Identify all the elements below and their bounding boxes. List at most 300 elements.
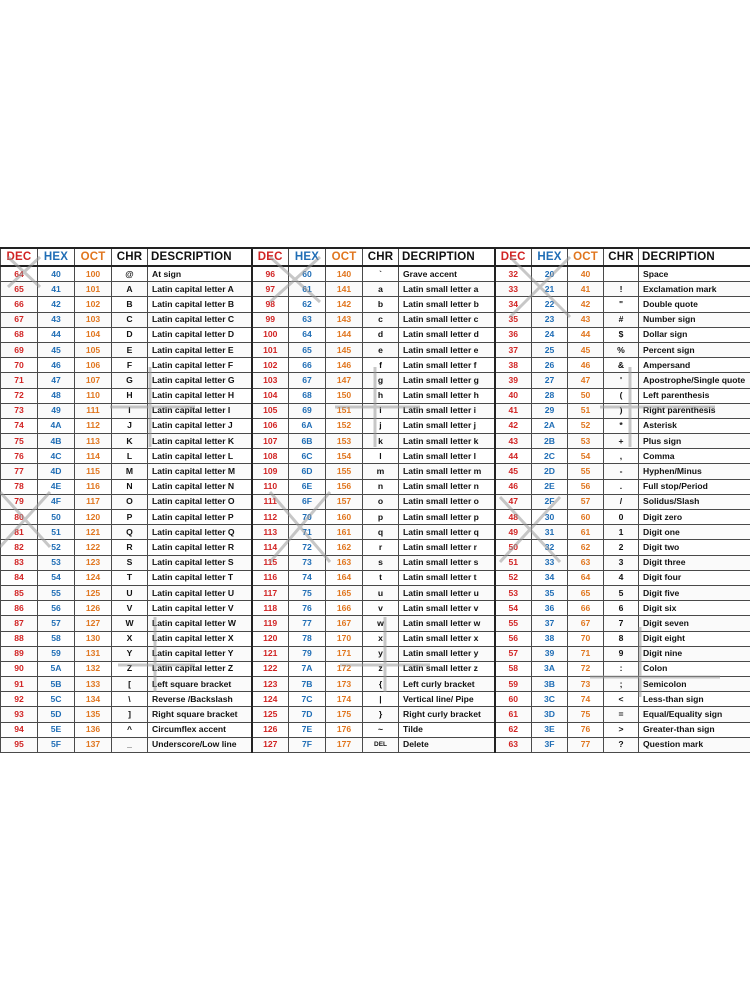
cell-dec: 56 [495,631,532,646]
cell-desc: Digit eight [639,631,750,646]
cell-oct: 111 [75,403,112,418]
cell-chr: - [604,464,639,479]
cell-hex: 4C [38,449,75,464]
cell-chr: # [604,312,639,327]
cell-hex: 50 [38,510,75,525]
header-hex: HEX [38,248,75,266]
cell-dec: 96 [252,266,289,282]
cell-chr: B [112,297,148,312]
cell-desc: Plus sign [639,434,750,449]
cell-dec: 106 [252,418,289,433]
cell-dec: 64 [1,266,38,282]
cell-desc: Reverse /Backslash [148,692,252,707]
ascii-table-body [1,266,750,753]
cell-hex: 30 [532,510,568,525]
cell-desc: Latin small letter x [399,631,495,646]
cell-dec: 37 [495,342,532,357]
cell-desc: Space [639,266,750,282]
cell-hex: 66 [289,358,326,373]
cell-desc: Solidus/Slash [639,494,750,509]
header-chr: CHR [112,248,148,266]
cell-oct: 101 [75,282,112,297]
header-chr: CHR [363,248,399,266]
table-row [1,601,750,616]
cell-chr: { [363,677,399,692]
table-row [1,722,750,737]
cell-hex: 43 [38,312,75,327]
cell-dec: 119 [252,616,289,631]
cell-desc: Vertical line/ Pipe [399,692,495,707]
cell-hex: 62 [289,297,326,312]
cell-oct: 100 [75,266,112,282]
cell-hex: 67 [289,373,326,388]
cell-dec: 126 [252,722,289,737]
cell-desc: Latin small letter n [399,479,495,494]
header-oct: OCT [326,248,363,266]
table-row [1,327,750,342]
cell-dec: 110 [252,479,289,494]
cell-oct: 175 [326,707,363,722]
cell-hex: 68 [289,388,326,403]
cell-hex: 37 [532,616,568,631]
cell-hex: 5F [38,737,75,752]
cell-chr: ^ [112,722,148,737]
cell-chr: e [363,342,399,357]
cell-dec: 72 [1,388,38,403]
cell-oct: 56 [568,479,604,494]
cell-dec: 69 [1,342,38,357]
cell-dec: 53 [495,585,532,600]
cell-desc: Percent sign [639,342,750,357]
cell-chr: p [363,510,399,525]
cell-chr: 3 [604,555,639,570]
cell-oct: 40 [568,266,604,282]
cell-desc: Left parenthesis [639,388,750,403]
header-description: DECRIPTION [639,248,750,266]
cell-chr: r [363,540,399,555]
cell-desc: Right parenthesis [639,403,750,418]
table-row [1,631,750,646]
table-row [1,342,750,357]
cell-hex: 38 [532,631,568,646]
cell-dec: 36 [495,327,532,342]
cell-chr: y [363,646,399,661]
cell-dec: 51 [495,555,532,570]
cell-oct: 75 [568,707,604,722]
cell-dec: 41 [495,403,532,418]
cell-dec: 48 [495,510,532,525]
cell-dec: 43 [495,434,532,449]
cell-chr: : [604,661,639,676]
cell-oct: 137 [75,737,112,752]
cell-chr: A [112,282,148,297]
cell-hex: 2D [532,464,568,479]
cell-oct: 54 [568,449,604,464]
cell-hex: 23 [532,312,568,327]
cell-chr: t [363,570,399,585]
cell-desc: Exclamation mark [639,282,750,297]
cell-oct: 70 [568,631,604,646]
cell-chr: + [604,434,639,449]
cell-oct: 161 [326,525,363,540]
cell-hex: 4D [38,464,75,479]
cell-chr: Q [112,525,148,540]
cell-oct: 115 [75,464,112,479]
cell-chr: P [112,510,148,525]
cell-desc: Digit four [639,570,750,585]
cell-chr: , [604,449,639,464]
table-row [1,616,750,631]
cell-hex: 45 [38,342,75,357]
cell-desc: Latin capital letter X [148,631,252,646]
header-dec: DEC [495,248,532,266]
cell-desc: Latin capital letter O [148,494,252,509]
table-row [1,449,750,464]
cell-oct: 116 [75,479,112,494]
cell-oct: 143 [326,312,363,327]
cell-oct: 156 [326,479,363,494]
cell-chr: I [112,403,148,418]
cell-dec: 39 [495,373,532,388]
cell-hex: 63 [289,312,326,327]
cell-dec: 93 [1,707,38,722]
table-row [1,707,750,722]
cell-oct: 135 [75,707,112,722]
cell-desc: Latin small letter l [399,449,495,464]
cell-chr: 1 [604,525,639,540]
cell-hex: 5E [38,722,75,737]
ascii-table [0,247,750,753]
cell-hex: 5B [38,677,75,692]
cell-hex: 3B [532,677,568,692]
cell-desc: Latin small letter b [399,297,495,312]
cell-dec: 54 [495,601,532,616]
cell-hex: 4F [38,494,75,509]
cell-chr: S [112,555,148,570]
cell-desc: Latin small letter f [399,358,495,373]
cell-desc: Latin small letter w [399,616,495,631]
cell-dec: 91 [1,677,38,692]
cell-dec: 71 [1,373,38,388]
cell-dec: 82 [1,540,38,555]
cell-hex: 58 [38,631,75,646]
cell-dec: 125 [252,707,289,722]
cell-hex: 6E [289,479,326,494]
cell-desc: Latin capital letter H [148,388,252,403]
cell-chr: 8 [604,631,639,646]
cell-desc: Digit three [639,555,750,570]
cell-chr: a [363,282,399,297]
cell-oct: 104 [75,327,112,342]
cell-hex: 2E [532,479,568,494]
cell-chr: T [112,570,148,585]
cell-oct: 65 [568,585,604,600]
cell-hex: 49 [38,403,75,418]
cell-hex: 6A [289,418,326,433]
cell-hex: 41 [38,282,75,297]
table-row [1,403,750,418]
cell-oct: 170 [326,631,363,646]
cell-hex: 79 [289,646,326,661]
table-row [1,464,750,479]
header-description: DECRIPTION [399,248,495,266]
cell-chr: % [604,342,639,357]
cell-hex: 5D [38,707,75,722]
cell-dec: 94 [1,722,38,737]
table-row [1,297,750,312]
cell-chr: ) [604,403,639,418]
cell-desc: Latin small letter z [399,661,495,676]
cell-dec: 122 [252,661,289,676]
cell-dec: 90 [1,661,38,676]
cell-desc: Right square bracket [148,707,252,722]
cell-chr: ` [363,266,399,282]
cell-oct: 167 [326,616,363,631]
cell-chr: * [604,418,639,433]
cell-chr: i [363,403,399,418]
table-row [1,525,750,540]
cell-desc: Double quote [639,297,750,312]
header-dec: DEC [1,248,38,266]
cell-hex: 64 [289,327,326,342]
cell-hex: 5A [38,661,75,676]
cell-dec: 80 [1,510,38,525]
cell-chr: w [363,616,399,631]
cell-chr: M [112,464,148,479]
table-row [1,312,750,327]
cell-dec: 85 [1,585,38,600]
cell-dec: 50 [495,540,532,555]
cell-hex: 31 [532,525,568,540]
cell-oct: 52 [568,418,604,433]
cell-hex: 7C [289,692,326,707]
cell-oct: 157 [326,494,363,509]
cell-desc: Digit seven [639,616,750,631]
cell-dec: 108 [252,449,289,464]
cell-desc: Latin capital letter F [148,358,252,373]
cell-dec: 57 [495,646,532,661]
cell-desc: Semicolon [639,677,750,692]
cell-dec: 86 [1,601,38,616]
cell-chr: l [363,449,399,464]
cell-desc: Latin capital letter S [148,555,252,570]
cell-dec: 35 [495,312,532,327]
cell-oct: 134 [75,692,112,707]
cell-chr: J [112,418,148,433]
cell-desc: Digit zero [639,510,750,525]
cell-oct: 131 [75,646,112,661]
cell-oct: 154 [326,449,363,464]
cell-oct: 53 [568,434,604,449]
cell-chr: K [112,434,148,449]
cell-chr: 2 [604,540,639,555]
cell-chr: | [363,692,399,707]
cell-hex: 7B [289,677,326,692]
cell-hex: 54 [38,570,75,585]
cell-desc: Latin capital letter K [148,434,252,449]
cell-oct: 42 [568,297,604,312]
cell-chr: _ [112,737,148,752]
cell-oct: 136 [75,722,112,737]
cell-desc: Latin capital letter I [148,403,252,418]
cell-desc: Latin capital letter Q [148,525,252,540]
header-hex: HEX [532,248,568,266]
cell-dec: 127 [252,737,289,752]
cell-hex: 53 [38,555,75,570]
cell-desc: Latin capital letter B [148,297,252,312]
cell-dec: 42 [495,418,532,433]
cell-dec: 33 [495,282,532,297]
cell-desc: Latin capital letter P [148,510,252,525]
cell-dec: 58 [495,661,532,676]
cell-oct: 172 [326,661,363,676]
cell-chr: 5 [604,585,639,600]
cell-hex: 59 [38,646,75,661]
cell-dec: 89 [1,646,38,661]
cell-chr: ; [604,677,639,692]
cell-hex: 5C [38,692,75,707]
cell-dec: 44 [495,449,532,464]
cell-desc: Greater-than sign [639,722,750,737]
cell-dec: 107 [252,434,289,449]
cell-chr: o [363,494,399,509]
cell-hex: 77 [289,616,326,631]
cell-desc: Latin small letter y [399,646,495,661]
table-row [1,373,750,388]
cell-desc: Digit five [639,585,750,600]
cell-desc: Latin capital letter U [148,585,252,600]
cell-desc: Latin small letter s [399,555,495,570]
cell-chr: . [604,479,639,494]
cell-oct: 71 [568,646,604,661]
cell-hex: 55 [38,585,75,600]
cell-oct: 163 [326,555,363,570]
cell-dec: 117 [252,585,289,600]
cell-chr: 0 [604,510,639,525]
cell-dec: 47 [495,494,532,509]
cell-desc: Latin small letter u [399,585,495,600]
cell-dec: 74 [1,418,38,433]
cell-desc: Latin capital letter Y [148,646,252,661]
cell-hex: 51 [38,525,75,540]
cell-hex: 28 [532,388,568,403]
cell-oct: 165 [326,585,363,600]
header-dec: DEC [252,248,289,266]
cell-oct: 144 [326,327,363,342]
cell-oct: 123 [75,555,112,570]
cell-oct: 64 [568,570,604,585]
cell-dec: 111 [252,494,289,509]
cell-oct: 140 [326,266,363,282]
table-row [1,434,750,449]
cell-oct: 60 [568,510,604,525]
cell-chr: j [363,418,399,433]
cell-hex: 7F [289,737,326,752]
cell-chr: d [363,327,399,342]
cell-hex: 56 [38,601,75,616]
cell-dec: 105 [252,403,289,418]
cell-chr: x [363,631,399,646]
table-row [1,494,750,509]
cell-dec: 120 [252,631,289,646]
cell-dec: 118 [252,601,289,616]
cell-hex: 6C [289,449,326,464]
cell-desc: Latin small letter p [399,510,495,525]
cell-desc: Latin capital letter D [148,327,252,342]
cell-oct: 112 [75,418,112,433]
cell-dec: 77 [1,464,38,479]
cell-chr: h [363,388,399,403]
cell-desc: Comma [639,449,750,464]
cell-dec: 121 [252,646,289,661]
cell-dec: 65 [1,282,38,297]
cell-desc: Full stop/Period [639,479,750,494]
cell-chr: Z [112,661,148,676]
cell-hex: 73 [289,555,326,570]
table-row [1,692,750,707]
cell-chr: ? [604,737,639,752]
cell-hex: 6F [289,494,326,509]
cell-dec: 55 [495,616,532,631]
cell-chr: = [604,707,639,722]
cell-desc: Latin capital letter L [148,449,252,464]
cell-chr: N [112,479,148,494]
cell-desc: Left curly bracket [399,677,495,692]
cell-chr: g [363,373,399,388]
cell-hex: 61 [289,282,326,297]
cell-oct: 61 [568,525,604,540]
cell-oct: 45 [568,342,604,357]
cell-hex: 46 [38,358,75,373]
cell-hex: 22 [532,297,568,312]
cell-oct: 105 [75,342,112,357]
cell-chr: R [112,540,148,555]
cell-chr: ] [112,707,148,722]
cell-oct: 133 [75,677,112,692]
cell-oct: 127 [75,616,112,631]
cell-chr [604,266,639,282]
cell-oct: 164 [326,570,363,585]
cell-oct: 162 [326,540,363,555]
cell-chr: ! [604,282,639,297]
cell-oct: 117 [75,494,112,509]
table-row [1,540,750,555]
cell-oct: 121 [75,525,112,540]
cell-oct: 171 [326,646,363,661]
cell-chr: V [112,601,148,616]
cell-oct: 110 [75,388,112,403]
cell-hex: 75 [289,585,326,600]
cell-dec: 113 [252,525,289,540]
cell-desc: Latin small letter c [399,312,495,327]
cell-oct: 44 [568,327,604,342]
cell-dec: 87 [1,616,38,631]
cell-chr: ( [604,388,639,403]
cell-hex: 7E [289,722,326,737]
cell-oct: 147 [326,373,363,388]
table-row [1,555,750,570]
cell-hex: 2C [532,449,568,464]
cell-dec: 40 [495,388,532,403]
cell-dec: 109 [252,464,289,479]
cell-desc: Latin small letter i [399,403,495,418]
cell-dec: 104 [252,388,289,403]
cell-oct: 50 [568,388,604,403]
table-row [1,646,750,661]
cell-hex: 74 [289,570,326,585]
cell-desc: Latin capital letter J [148,418,252,433]
cell-oct: 132 [75,661,112,676]
